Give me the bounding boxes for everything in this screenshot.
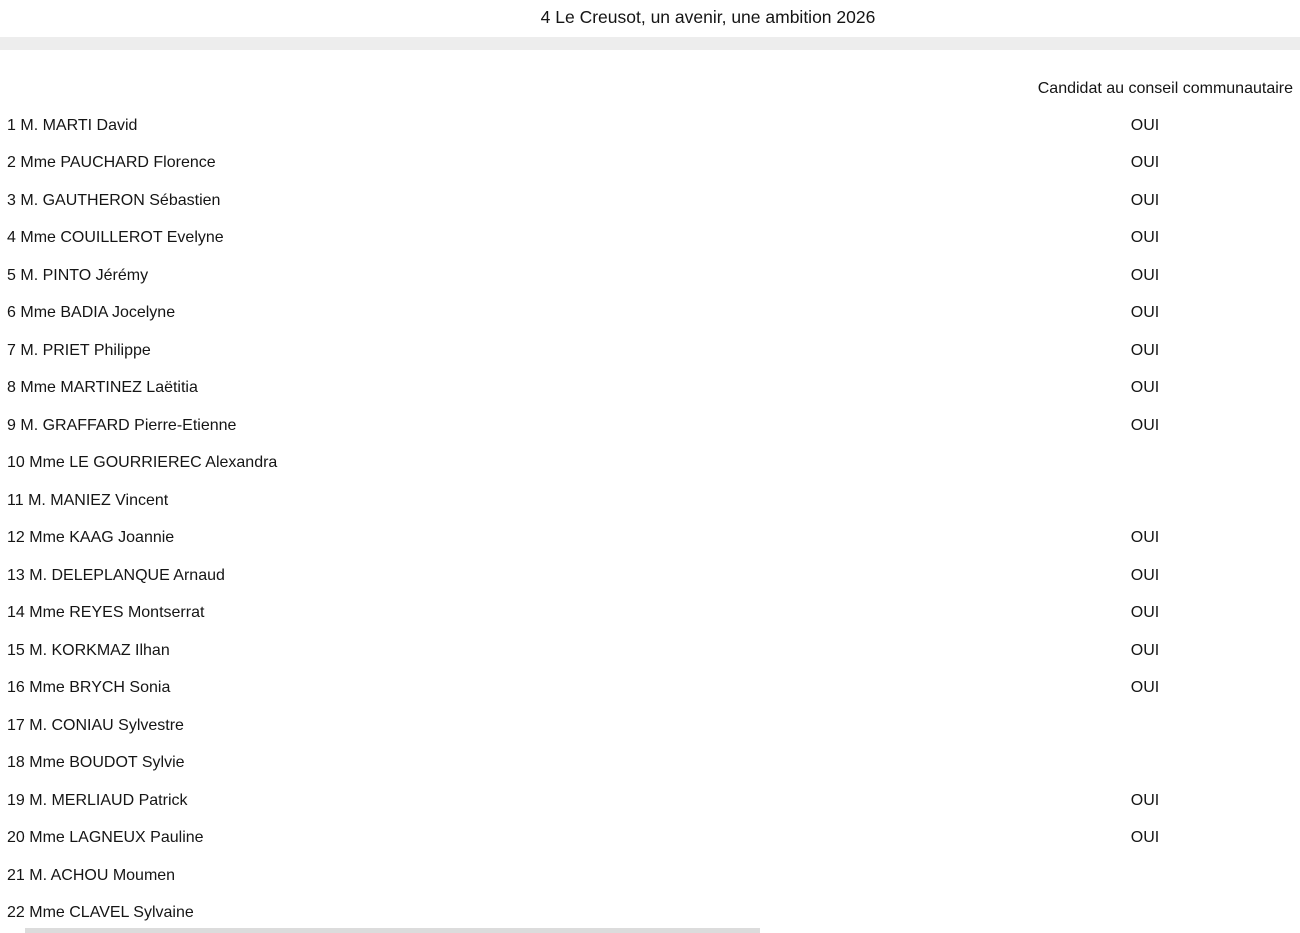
candidate-number: 15 [7,641,25,659]
conseil-communautaire-value: OUI [1130,641,1160,659]
candidate-name [7,867,175,885]
candidate-name [7,342,151,360]
candidate-name [7,304,175,322]
table-row [0,295,1300,333]
conseil-communautaire-value: OUI [1130,566,1160,584]
candidate-number: 4 [7,229,16,247]
conseil-communautaire-value: OUI [1130,229,1160,247]
candidate-number: 17 [7,716,25,734]
candidate-name [7,529,174,547]
candidate-fullname: M. GAUTHERON Sébastien [20,191,221,209]
candidate-fullname: M. MARTI David [20,116,138,134]
table-row [0,145,1300,183]
table-row [0,257,1300,295]
candidate-name [7,492,168,510]
candidate-fullname: M. GRAFFARD Pierre-Etienne [20,416,237,434]
conseil-communautaire-value: OUI [1130,304,1160,322]
table-row [0,482,1300,520]
candidate-number: 9 [7,416,16,434]
conseil-communautaire-value: OUI [1130,529,1160,547]
separator-band [0,37,1300,50]
conseil-communautaire-value: OUI [1130,154,1160,172]
candidate-fullname: Mme LAGNEUX Pauline [29,829,204,847]
candidate-fullname: Mme REYES Montserrat [29,604,205,622]
candidate-name [7,192,220,210]
candidate-number: 18 [7,754,25,772]
conseil-communautaire-value: OUI [1130,191,1160,209]
conseil-communautaire-value: OUI [1130,604,1160,622]
candidate-name [7,829,204,847]
table-row [0,707,1300,745]
candidate-name [7,379,198,397]
candidate-number: 2 [7,154,16,172]
candidate-number: 12 [7,529,25,547]
candidate-fullname: Mme MARTINEZ Laëtitia [20,379,198,397]
candidate-fullname: Mme BRYCH Sonia [29,679,171,697]
candidate-name [7,117,137,135]
conseil-column-header: Candidat au conseil communautaire [1037,80,1293,97]
candidate-fullname: Mme COUILLEROT Evelyne [20,229,224,247]
candidate-number: 10 [7,454,25,472]
candidate-list [0,107,1300,932]
candidate-name [7,679,170,697]
table-row [0,220,1300,258]
candidate-name [7,604,204,622]
conseil-communautaire-value: OUI [1130,116,1160,134]
candidate-fullname: Mme BADIA Jocelyne [20,304,176,322]
candidate-fullname: Mme KAAG Joannie [29,529,175,547]
candidate-name [7,567,225,585]
conseil-communautaire-value: OUI [1130,829,1160,847]
clipped-next-row [25,928,760,933]
conseil-communautaire-value: OUI [1130,266,1160,284]
table-row [0,857,1300,895]
table-row [0,332,1300,370]
candidate-name [7,642,170,660]
table-row [0,407,1300,445]
conseil-communautaire-value: OUI [1130,791,1160,809]
table-row [0,895,1300,933]
candidate-number: 19 [7,791,25,809]
candidate-name [7,417,236,435]
candidate-fullname: Mme BOUDOT Sylvie [29,754,185,772]
candidate-fullname: M. ACHOU Moumen [29,866,176,884]
candidate-fullname: M. MERLIAUD Patrick [29,791,188,809]
candidate-fullname: Mme LE GOURRIEREC Alexandra [29,454,278,472]
table-row [0,632,1300,670]
candidate-fullname: Mme CLAVEL Sylvaine [29,904,194,922]
conseil-communautaire-value: OUI [1130,679,1160,697]
table-row [0,107,1300,145]
table-row [0,557,1300,595]
candidate-number: 7 [7,341,16,359]
candidate-fullname: Mme PAUCHARD Florence [20,154,216,172]
candidate-number: 1 [7,116,16,134]
candidate-fullname: M. CONIAU Sylvestre [29,716,184,734]
candidate-fullname: M. MANIEZ Vincent [28,491,169,509]
table-row [0,595,1300,633]
candidate-name [7,154,216,172]
candidate-name [7,229,224,247]
candidate-number: 11 [7,491,24,509]
candidate-number: 3 [7,191,16,209]
page-title: 4 Le Creusot, un avenir, une ambition 2026 [540,7,876,27]
candidate-number: 22 [7,904,25,922]
candidate-name [7,754,185,772]
table-row [0,820,1300,858]
candidate-number: 13 [7,566,25,584]
table-row [0,370,1300,408]
candidate-name [7,454,277,472]
table-row [0,782,1300,820]
candidate-name [7,717,184,735]
candidate-name [7,792,188,810]
table-row [0,445,1300,483]
candidate-number: 5 [7,266,16,284]
candidate-number: 6 [7,304,16,322]
candidate-number: 14 [7,604,25,622]
candidate-number: 16 [7,679,25,697]
candidate-fullname: M. PRIET Philippe [20,341,151,359]
table-row [0,745,1300,783]
conseil-communautaire-value: OUI [1130,341,1160,359]
candidate-name [7,904,194,922]
table-row [0,520,1300,558]
conseil-communautaire-value: OUI [1130,416,1160,434]
table-row [0,182,1300,220]
candidate-fullname: M. KORKMAZ Ilhan [29,641,170,659]
candidate-number: 8 [7,379,16,397]
conseil-communautaire-value: OUI [1130,379,1160,397]
candidate-fullname: M. PINTO Jérémy [20,266,149,284]
candidate-fullname: M. DELEPLANQUE Arnaud [29,566,225,584]
candidate-number: 21 [7,866,25,884]
table-row [0,670,1300,708]
candidate-number: 20 [7,829,25,847]
candidate-name [7,267,148,285]
